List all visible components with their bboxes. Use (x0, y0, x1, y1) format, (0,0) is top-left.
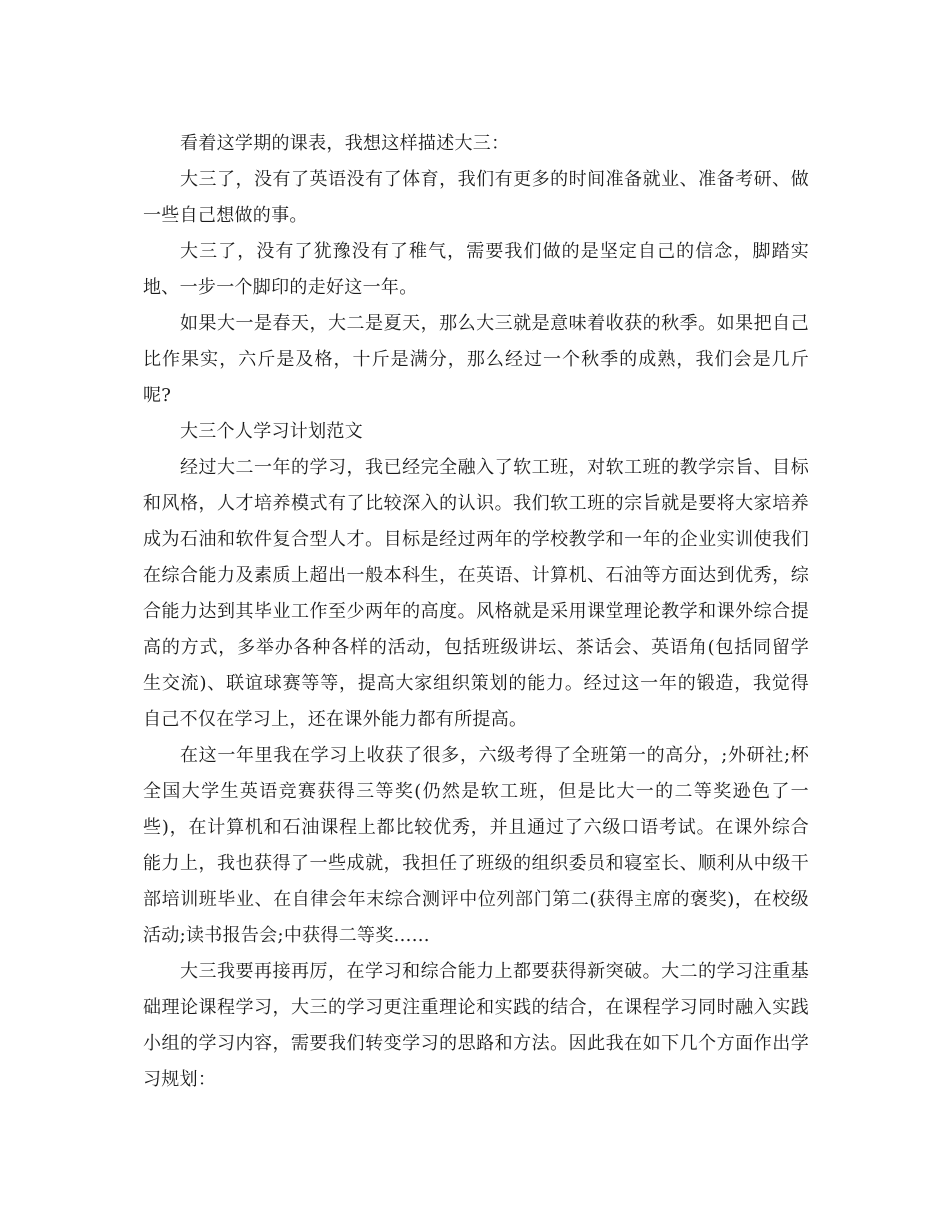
paragraph-intro: 看着这学期的课表，我想这样描述大三： (180, 133, 510, 154)
section-heading: 大三个人学习计划范文 (180, 421, 363, 442)
paragraph-no-hesitation: 大三了，没有了犹豫没有了稚气，需要我们做的是坚定自己的信念，脚踏实地、一步一个脚印的走好这一年。 (143, 241, 809, 298)
paragraph-seasons: 如果大一是春天，大二是夏天，那么大三就是意味着收获的秋季。如果把自己比作果实，六斤是及格，十斤是满分，那么经过一个秋季的成熟，我们会是几斤呢? (143, 313, 809, 406)
paragraph-no-english: 大三了，没有了英语没有了体育，我们有更多的时间准备就业、准备考研、做一些自己想做的事。 (143, 169, 809, 226)
document-body (143, 126, 809, 1098)
paragraph-software-class: 经过大二一年的学习，我已经完全融入了软工班，对软工班的教学宗旨、目标和风格，人才培养模式有了比较深入的认识。我们软工班的宗旨就是要将大家培养成为石油和软件复合型人才。目标是经过两年的学校教学和一年的企业实训使我们在综合能力及素质上超出一般本科生，在英语、计算机、石油等方面达到优秀，综合能力达到其毕业工作至少两年的高度。风格就是采用课堂理论教学和课外综合提高的方式，多举办各种各样的活动，包括班级讲坛、茶话会、英语角(包括同留学生交流)、联谊球赛等等，提高大家组织策划的能力。经过这一年的锻造，我觉得自己不仅在学习上，还在课外能力都有所提高。 (143, 457, 809, 730)
paragraph-study-plan: 大三我要再接再厉，在学习和综合能力上都要获得新突破。大二的学习注重基础理论课程学习，大三的学习更注重理论和实践的结合，在课程学习同时融入实践小组的学习内容，需要我们转变学习的思路和方法。因此我在如下几个方面作出学习规划： (143, 961, 809, 1090)
paragraph-achievements: 在这一年里我在学习上收获了很多，六级考得了全班第一的高分，;外研社;杯全国大学生英语竞赛获得三等奖(仍然是软工班，但是比大一的二等奖逊色了一些)，在计算机和石油课程上都比较优秀，并且通过了六级口语考试。在课外综合能力上，我也获得了一些成就，我担任了班级的组织委员和寝室长、顺利从中级干部培训班毕业、在自律会年末综合测评中位列部门第二(获得主席的褒奖)，在校级活动;读书报告会;中获得二等奖...... (143, 745, 809, 946)
